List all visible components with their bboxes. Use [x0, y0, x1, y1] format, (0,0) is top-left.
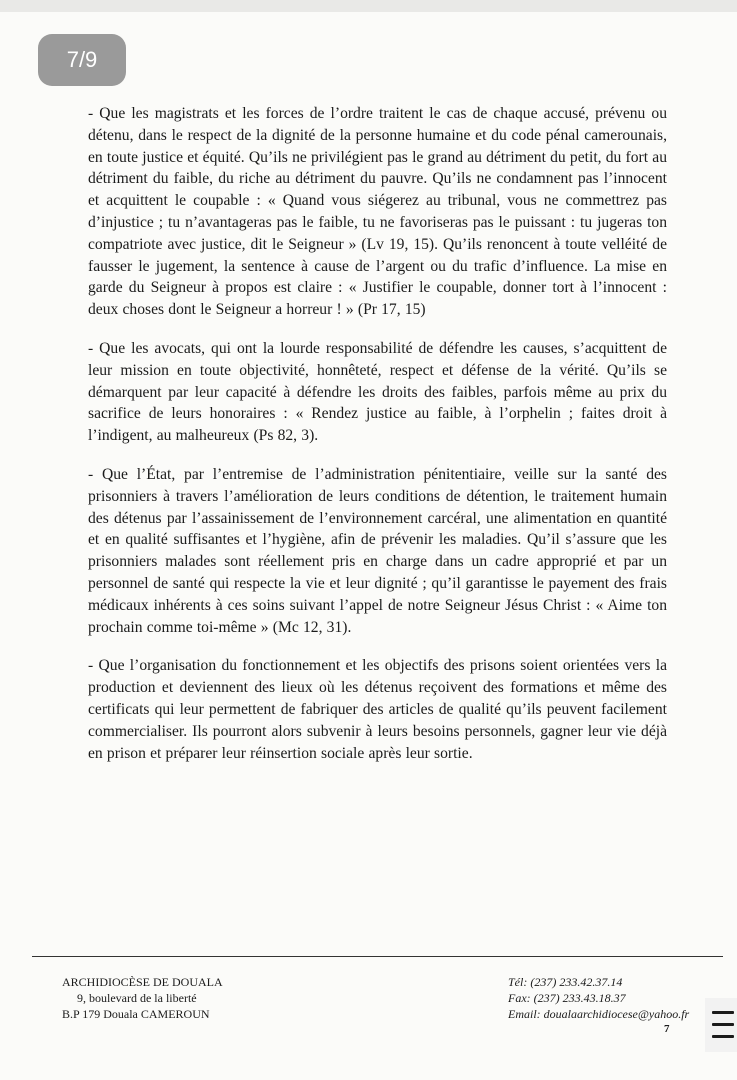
- page-counter-badge: 7/9: [38, 34, 126, 86]
- page-number: 7: [664, 1023, 670, 1035]
- footer-org-name: ARCHIDIOCÈSE DE DOUALA: [62, 975, 223, 989]
- footer-po-box: B.P 179 Douala CAMEROUN: [62, 1007, 210, 1021]
- footer-divider: [32, 956, 723, 957]
- footer-address-block: [62, 974, 322, 1022]
- document-body: [88, 103, 667, 781]
- footer-contact-block: [508, 974, 700, 1022]
- paragraph-avocats: - Que les avocats, qui ont la lourde responsabilité de défendre les causes, s’acquittent de leur mission en toute objectivité, honnêteté, respect et défense de la vérité. Qu’ils se démarquent par leur capacité à défendre les droits des faibles, parfois même au prix du sacrifice de leurs honoraires : « Rendez justice au faible, à l’orphelin ; faites droit à l’indigent, au malheureux (Ps 82, 3).: [88, 339, 667, 445]
- paragraph-organisation: - Que l’organisation du fonctionnement et les objectifs des prisons soient orientées vers la production et deviennent des lieux où les détenus reçoivent des formations et même des certificats qui leur permettent de fabriquer des articles de qualité qu’ils peuvent facilement commercialiser. Ils pourront alors subvenir à leurs besoins personnels, gagner leur vie déjà en prison et préparer leur réinsertion sociale après leur sortie.: [88, 657, 667, 762]
- top-strip: [0, 0, 737, 12]
- footer-address: 9, boulevard de la liberté: [77, 991, 197, 1005]
- footer-tel: Tél: (237) 233.42.37.14: [508, 975, 623, 989]
- footer-fax: Fax: (237) 233.43.18.37: [508, 991, 626, 1005]
- paragraph-etat: - Que l’État, par l’entremise de l’administration pénitentiaire, veille sur la santé des prisonniers à travers l’amélioration de leurs conditions de détention, le traitement humain des détenus par l’assainissement de l’environnement carcéral, une alimentation en quantité et en qualité suffisantes et l’hygiène, afin de prévenir les maladies. Qu’il s’assure que les prisonniers malades sont réellement pris en charge dans un cadre approprié et par un personnel de santé qui respecte la vie et leur dignité ; qu’il garantisse le payement des frais médicaux inhérents à ces soins suivant l’appel de notre Seigneur Jésus Christ : « Aime ton prochain comme toi-même » (Mc 12, 31).: [88, 465, 667, 636]
- paragraph-magistrats: - Que les magistrats et les forces de l’ordre traitent le cas de chaque accusé, prévenu ou détenu, dans le respect de la dignité de la personne humaine et du code pénal camerounais, en toute justice et équité. Qu’ils ne privilégient pas le grand au détriment du petit, du fort au détriment du faible, du riche au détriment du pauvre. Qu’ils ne condamnent pas l’innocent et acquittent le coupable : « Quand vous siégerez au tribunal, vous ne commettrez pas d’injustice ; tu n’avantageras pas le faible, tu ne favoriseras pas le puissant : tu jugeras ton compatriote avec justice, dit le Seigneur » (Lv 19, 15). Qu’ils renoncent à toute velléité de fausser le jugement, la sentence à cause de l’argent ou du trafic d’influence. La mise en garde du Seigneur à propos est claire : « Justifier le coupable, donner tort à l’innocent : deux choses dont le Seigneur a horreur ! » (Pr 17, 15): [88, 105, 667, 319]
- menu-button[interactable]: [705, 998, 737, 1052]
- footer-email: Email: doualaarchidiocese@yahoo.fr: [508, 1007, 690, 1021]
